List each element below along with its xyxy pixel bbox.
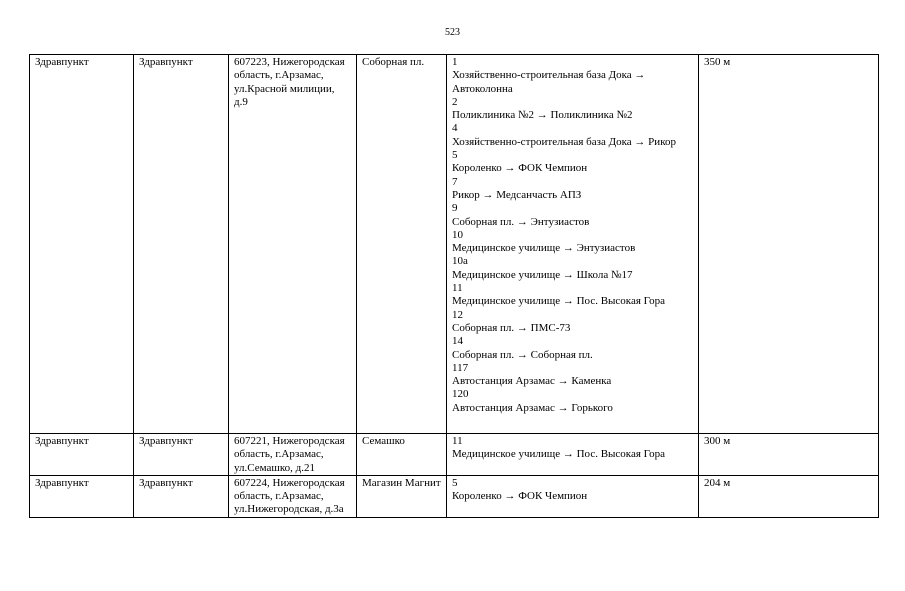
route-number: 2 [452,95,458,108]
route-path: Короленко → ФОК Чемпион [452,490,588,503]
route-number: 117 [452,361,469,374]
route-number: 4 [452,122,458,135]
route-entry [452,282,693,309]
route-number: 12 [452,308,463,321]
address-cell: 607224, Нижегородская область, г.Арзамас, ул.Нижегородская, д.3а [229,475,357,517]
route-path: Медицинское училище → Пос. Высокая Гора [452,295,665,308]
route-number: 11 [452,435,463,447]
table-row [30,475,879,517]
route-number: 9 [452,202,458,215]
institution-name-cell: Здравпункт [134,434,229,476]
route-entry [452,229,693,256]
route-entry [452,56,693,96]
institution-type-cell: Здравпункт [30,55,134,434]
address-cell: 607223, Нижегородская область, г.Арзамас, ул.Красной милиции, д.9 [229,55,357,434]
address-cell: 607221, Нижегородская область, г.Арзамас, ул.Семашко, д.21 [229,434,357,476]
stop-name-cell: Соборная пл. [357,55,447,434]
distance-cell: 350 м [699,55,879,434]
institution-type-cell: Здравпункт [30,475,134,517]
routes-cell [447,55,699,434]
institution-name-cell: Здравпункт [134,475,229,517]
route-entry [452,477,693,504]
route-entry [452,176,693,203]
route-number: 5 [452,476,458,489]
route-entry [452,96,693,123]
route-path: Хозяйственно-строительная база Дока → Рикор [452,135,676,148]
stop-name-cell: Семашко [357,434,447,476]
route-path: Медицинское училище → Энтузиастов [452,242,636,255]
route-number: 1 [452,56,458,68]
route-entry [452,362,693,389]
route-entry [452,435,693,462]
route-path: Рикор → Медсанчасть АПЗ [452,188,582,201]
route-path: Соборная пл. → ПМС-73 [452,321,571,334]
distance-cell: 300 м [699,434,879,476]
route-path: Автостанция Арзамас → Каменка [452,375,612,388]
table-row [30,434,879,476]
stops-table [29,54,879,518]
institution-name-cell: Здравпункт [134,55,229,434]
institution-type-cell: Здравпункт [30,434,134,476]
page-number: 523 [445,27,460,38]
route-path: Медицинское училище → Школа №17 [452,268,633,281]
route-entry [452,309,693,336]
route-entry [452,122,693,149]
routes-cell [447,434,699,476]
route-path: Автостанция Арзамас → Горького [452,401,613,414]
stops-table-body [30,55,879,518]
route-path: Медицинское училище → Пос. Высокая Гора [452,448,665,461]
route-entry [452,335,693,362]
routes-cell [447,475,699,517]
route-path: Соборная пл. → Соборная пл. [452,348,593,361]
route-path: Поликлиника №2 → Поликлиника №2 [452,109,633,122]
route-number: 14 [452,335,463,348]
table-row [30,55,879,434]
route-number: 11 [452,282,463,295]
route-entry [452,255,693,282]
route-path: Соборная пл. → Энтузиастов [452,215,590,228]
distance-cell: 204 м [699,475,879,517]
route-entry [452,388,693,415]
route-entry [452,202,693,229]
route-path: Короленко → ФОК Чемпион [452,162,588,175]
route-number: 5 [452,149,458,162]
route-number: 10а [452,255,468,268]
route-number: 7 [452,175,458,188]
route-entry [452,149,693,176]
route-path: Хозяйственно-строительная база Дока → Автоколонна [452,69,646,95]
route-number: 10 [452,228,463,241]
route-number: 120 [452,388,469,401]
stop-name-cell: Магазин Магнит [357,475,447,517]
